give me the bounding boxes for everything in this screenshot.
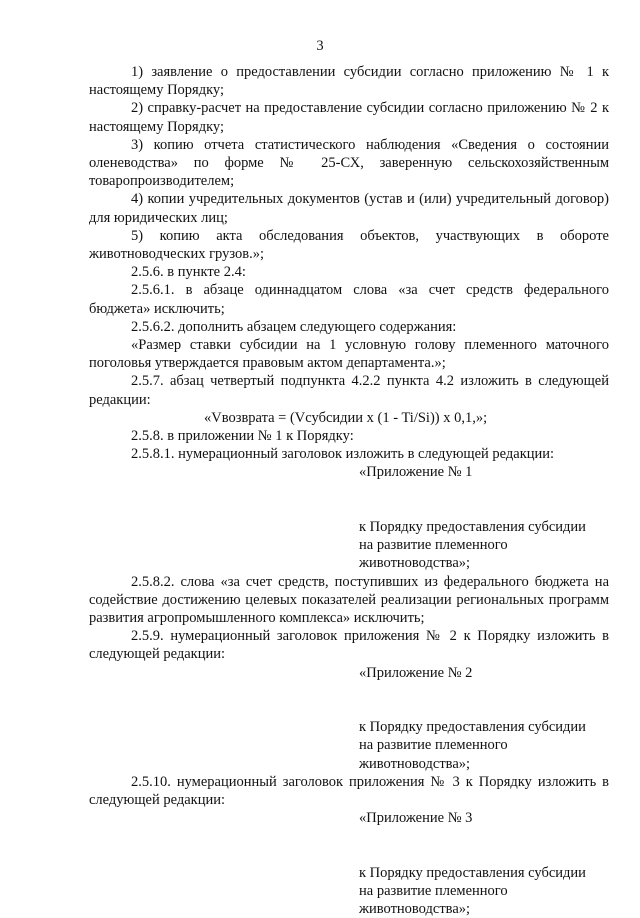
appendix-3-heading-block xyxy=(359,809,609,918)
appendix-3-line-3: животноводства»; xyxy=(359,901,471,918)
paragraph-2-5-6-1: 2.5.6.1. в абзаце одиннадцатом слова «за счет средств федерального бюджета» исключить; xyxy=(89,282,609,317)
paragraph-quoted-addition: «Размер ставки субсидии на 1 условную голову племенного маточного поголовья утверждается правовым актом департамента.»; xyxy=(89,337,609,372)
appendix-2-line-3: животноводства»; xyxy=(359,755,471,772)
return-formula: «Vвозврата = (Vсубсидии x (1 - Ti/Si)) x 0,1,»; xyxy=(204,409,488,426)
paragraph-2-5-9: 2.5.9. нумерационный заголовок приложения № 2 к Порядку изложить в следующей редакции: xyxy=(89,628,609,663)
paragraph-2-5-8: 2.5.8. в приложении № 1 к Порядку: xyxy=(131,428,354,445)
appendix-2-line-2: на развитие племенного xyxy=(359,737,508,754)
appendix-1-line-3: животноводства»; xyxy=(359,555,471,572)
paragraph-2-5-7: 2.5.7. абзац четвертый подпункта 4.2.2 пункта 4.2 изложить в следующей редакции: xyxy=(89,373,609,408)
spacer xyxy=(359,700,609,718)
paragraph-item-5: 5) копию акта обследования объектов, участвующих в обороте животноводческих грузов.»; xyxy=(89,227,609,263)
appendix-1-line-2: на развитие племенного xyxy=(359,537,508,554)
appendix-3-line-1: к Порядку предоставления субсидии xyxy=(359,864,586,881)
paragraph-item-4: 4) копии учредительных документов (устав и (или) учредительный договор) для юридических лиц; xyxy=(89,191,609,226)
appendix-2-title: «Приложение № 2 xyxy=(359,664,473,681)
paragraph-2-5-8-1: 2.5.8.1. нумерационный заголовок изложить в следующей редакции: xyxy=(131,446,555,463)
appendix-3-line-2: на развитие племенного xyxy=(359,883,508,900)
paragraph-item-3: 3) копию отчета статистического наблюдения «Сведения о состоянии оленеводства» по форме № 25-СХ, заверенную сельскохозяйственным товаропроизводителем; xyxy=(89,136,609,190)
paragraph-item-2: 2) справку-расчет на предоставление субсидии согласно приложению № 2 к настоящему Порядку; xyxy=(89,100,609,135)
paragraph-2-5-6-2: 2.5.6.2. дополнить абзацем следующего содержания: xyxy=(131,318,457,335)
appendix-2-heading-block xyxy=(359,664,609,773)
appendix-1-title: «Приложение № 1 xyxy=(359,464,473,481)
appendix-1-heading-block xyxy=(359,463,609,572)
spacer xyxy=(359,500,609,518)
paragraph-2-5-6: 2.5.6. в пункте 2.4: xyxy=(131,264,246,281)
appendix-1-line-1: к Порядку предоставления субсидии xyxy=(359,519,586,536)
paragraph-2-5-10: 2.5.10. нумерационный заголовок приложения № 3 к Порядку изложить в следующей редакции: xyxy=(89,773,609,809)
paragraph-2-5-8-2: 2.5.8.2. слова «за счет средств, поступивших из федерального бюджета на содействие достижению целевых показателей реализации региональных программ развития агропромышленного комплекса» исключить; xyxy=(89,573,609,627)
appendix-3-title: «Приложение № 3 xyxy=(359,810,473,827)
page-number: 3 xyxy=(316,38,324,54)
spacer xyxy=(359,846,609,864)
paragraph-item-1: 1) заявление о предоставлении субсидии согласно приложению № 1 к настоящему Порядку; xyxy=(89,64,609,99)
document-body xyxy=(89,63,609,918)
appendix-2-line-1: к Порядку предоставления субсидии xyxy=(359,719,586,736)
